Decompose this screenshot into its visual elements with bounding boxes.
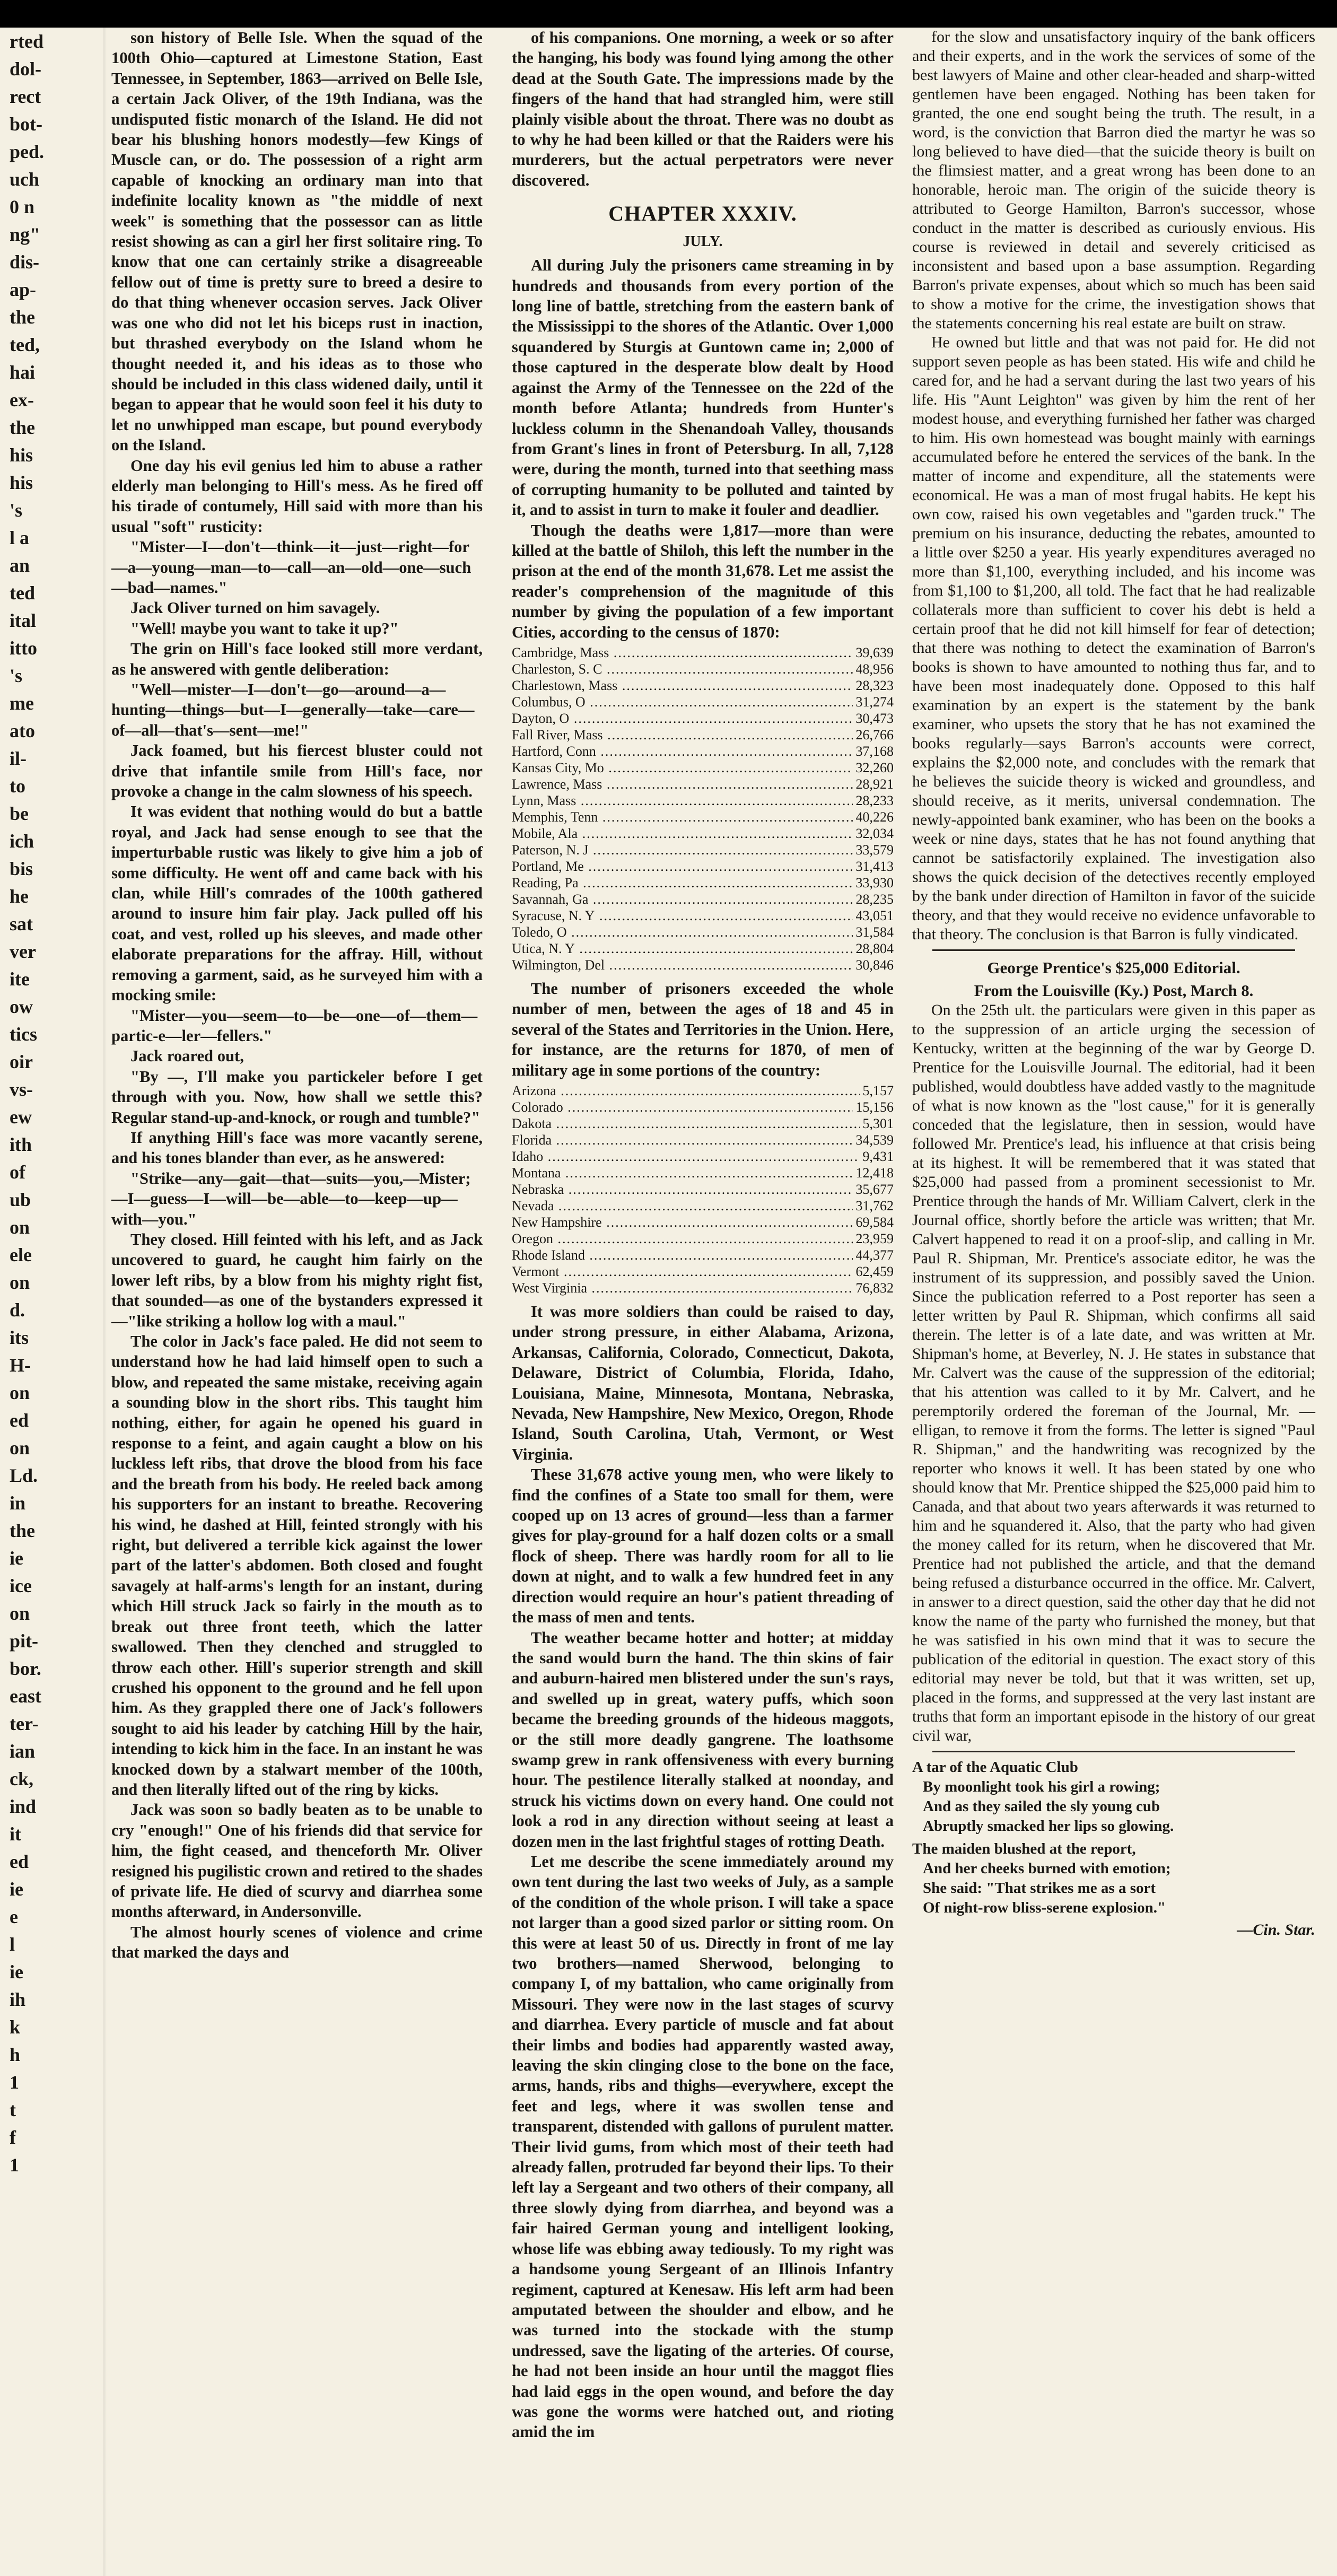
table-row: [512, 776, 894, 792]
row-label: Columbus, O .....: [512, 694, 853, 710]
military-age-table: [512, 1082, 894, 1296]
row-label: Nevada .....: [512, 1198, 853, 1214]
row-label: Hartford, Conn .....: [512, 743, 853, 759]
column-two-bottom-text: [512, 1302, 894, 2442]
text-line: The maiden blushed at the report,: [912, 1840, 1136, 1858]
poem-stanza-one: [912, 1758, 1315, 1836]
paragraph: It was more soldiers than could be raised to day, under strong pressure, in either Alabama, Arizona, Arkansas, California, Colorado, Connecticut, Dakota, Delaware, District of Columbia, Florida, Idaho, Louisiana, Maine, Minnesota, Montana, Nebraska, Nevada, New Hampshire, New Mexico, Oregon, Rhode Island, South Carolina, Utah, Vermont, or West Virginia.: [512, 1303, 894, 1463]
row-label: Memphis, Tenn .....: [512, 809, 853, 825]
table-row: [512, 825, 894, 842]
row-label: Savannah, Ga .....: [512, 891, 853, 907]
table-row: [512, 710, 894, 727]
prentice-article-dateline: From the Louisville (Ky.) Post, March 8.: [974, 982, 1254, 1000]
table-row: [512, 858, 894, 875]
text-line: ato: [10, 720, 35, 741]
row-value: 33,930: [855, 875, 894, 890]
text-line: on: [10, 1603, 30, 1624]
row-value: 31,584: [855, 924, 894, 940]
row-value: 28,804: [855, 940, 894, 956]
text-line: on: [10, 1382, 30, 1403]
row-value: 23,959: [855, 1231, 894, 1246]
row-label: Paterson, N. J .....: [512, 842, 853, 858]
chapter-intro-text: [512, 255, 894, 642]
text-line: on: [10, 1272, 30, 1293]
row-value: 43,051: [855, 907, 894, 923]
column-two: [512, 28, 894, 2442]
table-row: [512, 1247, 894, 1263]
text-line: it: [10, 1823, 21, 1845]
row-value: 69,584: [855, 1215, 894, 1230]
chapter-subtitle: JULY.: [683, 233, 723, 250]
text-line: t: [10, 2099, 16, 2120]
row-value: 30,846: [855, 957, 894, 973]
row-label: Dakota .....: [512, 1115, 860, 1132]
text-line: k: [10, 2016, 21, 2038]
paragraph: "Well! maybe you want to take it up?": [130, 619, 399, 638]
row-value: 5,301: [862, 1116, 894, 1131]
row-value: 62,459: [855, 1264, 894, 1279]
text-line: e: [10, 1906, 18, 1927]
paragraph: of his companions. One morning, a week or so after the hanging, his body was found lying among the other dead at the South Gate. The impressions made by the fingers of the hand that had strangled him, were still plainly visible about the throat. There was no doubt as to why he had been killed or that the Raiders were his murderers, but the actual perpetrators were never discovered.: [512, 29, 894, 189]
text-line: ted,: [10, 334, 40, 355]
table-row: [512, 644, 894, 661]
row-label: Portland, Me .....: [512, 858, 853, 875]
text-line: ver: [10, 941, 36, 962]
text-line: an: [10, 555, 30, 576]
text-line: ng": [10, 224, 41, 245]
text-line: be: [10, 803, 29, 824]
text-line: And her cheeks burned with emotion;: [923, 1860, 1171, 1878]
text-line: l a: [10, 527, 30, 548]
text-line: of: [10, 1162, 25, 1183]
text-line: H-: [10, 1355, 31, 1376]
paragraph: The almost hourly scenes of violence and crime that marked the days and: [111, 1923, 483, 1962]
census-table: [512, 644, 894, 973]
row-label: Arizona .....: [512, 1082, 860, 1099]
table-row: [512, 1280, 894, 1296]
text-line: h: [10, 2044, 21, 2065]
text-line: ih: [10, 1989, 26, 2010]
paragraph: "Mister—I—don't—think—it—just—right—for—a—young—man—to—call—an—old—one—such—bad—names.": [111, 538, 471, 597]
paragraph: son history of Belle Isle. When the squad of the 100th Ohio—captured at Limestone Station, East Tennessee, in September, 1863—arrived on Belle Isle, a certain Jack Oliver, of the 19th Indiana, was the undisputed fistic monarch of the Island. He did not bear his blushing honors modestly—few Kings of Muscle can, or do. The possession of a right arm capable of knocking an ordinary man into that indefinite locality known as "the middle of next week" is something that the possessor can as little resist showing as can a girl her first solitaire ring. To know that one can certainly strike a disagreeable fellow out of time is pretty sure to breed a desire to do that thing whenever occasion serves. Jack Oliver was one who did not let his biceps rust in inaction, but thrashed everybody on the Island whom he thought needed it, and his ideas as to those who should be included in this class widened daily, until it began to appear that he would soon feel it his duty to let no unwhipped man escape, but pound everybody on the Island.: [111, 29, 483, 455]
text-line: to: [10, 775, 25, 797]
table-row: [512, 1165, 894, 1181]
table-row: [512, 1115, 894, 1132]
row-label: Colorado .....: [512, 1099, 853, 1115]
text-line: the: [10, 307, 35, 328]
row-value: 12,418: [855, 1165, 894, 1181]
text-line: his: [10, 472, 33, 493]
paragraph: for the slow and unsatisfactory inquiry of the bank officers and their experts, and in the work the services of some of the best lawyers of Maine and other clear-headed and sharp-witted gentlemen have been engaged. Nothing has been taken for granted, the one end sought being the truth. The result, in a word, is the conviction that Barron died the martyr he was so long believed to have died—that the suicide theory is built on the flimsiest matter, and a great wrong has been done to an honorable, heroic man. The origin of the suicide theory is attributed to George Hamilton, Barron's successor, whose conduct in the matter is described as curiously envious. His course is reviewed in detail and severely criticised as inconsistent and based upon a base assumption. Regarding Barron's private expenses, about which so much has been said to show a motive for the crime, the investigation shows that the statements concerning his real estate are built on straw.: [912, 28, 1315, 332]
paragraph: "Strike—any—gait—that—suits—you,—Mister;—I—guess—I—will—be—able—to—keep—up—with—you.": [111, 1169, 471, 1228]
text-line: ow: [10, 996, 33, 1017]
text-line: Of night-row bliss-serene explosion.": [923, 1899, 1166, 1917]
paragraph: Jack foamed, but his fiercest bluster could not drive that infantile smile from Hill's face, nor provoke a change in the calm slowness of his speech.: [111, 741, 483, 801]
text-line: his: [10, 444, 33, 466]
paragraph: The color in Jack's face paled. He did not seem to understand how he had laid himself open to such a blow, and repeated the same mistake, receiving again a sounding blow in the short ribs. This taught him nothing, either, for again he opened his guard in response to a feint, and again caught a blow on his luckless left ribs, that drove the blood from his face and the breath from his body. He reeled back among his supporters for an instant to breathe. Recovering his wind, he dashed at Hill, feinted strongly with his right, but delivered a terrible kick against the lower part of the latter's abdomen. Both closed and fought savagely at half-arms's length for an instant, during which Hill struck Jack so fairly in the mouth as to break out three front teeth, which the latter swallowed. Then they clenched and struggled to throw each other. Hill's superior strength and skill crushed his opponent to the ground and he fell upon him. As they grappled there one of Jack's followers sought to aid his leader by catching Hill by the hair, intending to kick him in the face. In an instant he was knocked down by a stalwart member of the 100th, and then literally lifted out of the ring by kicks.: [111, 1332, 483, 1798]
table-row: [512, 1214, 894, 1230]
row-label: Toledo, O .....: [512, 924, 853, 940]
text-line: ith: [10, 1134, 32, 1155]
text-line: 0 n: [10, 196, 35, 217]
row-label: Oregon .....: [512, 1230, 853, 1247]
row-value: 40,226: [855, 809, 894, 825]
text-line: dis-: [10, 251, 40, 273]
text-line: on: [10, 1437, 30, 1459]
text-line: vs-: [10, 1079, 33, 1100]
text-line: ed: [10, 1410, 29, 1431]
newspaper-page: [0, 28, 1337, 2576]
text-line: dol-: [10, 58, 42, 80]
row-label: Wilmington, Del .....: [512, 957, 853, 973]
text-line: ex-: [10, 389, 34, 411]
military-age-intro: The number of prisoners exceeded the whole number of men, between the ages of 18 and 45 in several of the States and Territories in the Union. Here, for instance, are the returns for 1870, of men of military age in some portions of the country:: [512, 979, 894, 1079]
text-line: he: [10, 886, 29, 907]
text-line: il-: [10, 748, 27, 769]
text-line: rted: [10, 31, 43, 52]
row-value: 15,156: [855, 1099, 894, 1115]
text-line: ele: [10, 1244, 32, 1265]
table-row: [512, 677, 894, 694]
row-label: Lynn, Mass .....: [512, 792, 853, 809]
row-value: 37,168: [855, 743, 894, 759]
column-two-top-text: [512, 28, 894, 190]
row-label: Mobile, Ala .....: [512, 825, 853, 842]
table-row: [512, 792, 894, 809]
prentice-article-text: [912, 1001, 1315, 1745]
article-divider: [932, 949, 1295, 951]
table-row: [512, 1148, 894, 1165]
row-value: 48,956: [855, 661, 894, 677]
column-one: [111, 28, 483, 1963]
row-label: Charleston, S. C .....: [512, 661, 853, 677]
row-value: 39,639: [855, 644, 894, 660]
text-line: ed: [10, 1851, 29, 1872]
row-value: 44,377: [855, 1247, 894, 1263]
row-label: Charlestown, Mass .....: [512, 677, 853, 694]
paragraph: Though the deaths were 1,817—more than were killed at the battle of Shiloh, this left the number in the prison at the end of the month 31,678. Let me assist the reader's comprehension of the magnitude of this number by giving the population of a few important Cities, according to the census of 1870:: [512, 521, 894, 641]
text-line: Abruptly smacked her lips so glowing.: [923, 1818, 1174, 1835]
text-line: me: [10, 693, 34, 714]
paragraph: Jack roared out,: [130, 1047, 244, 1066]
text-line: She said: "That strikes me as a sort: [923, 1880, 1156, 1897]
paragraph: Jack was soon so badly beaten as to be unable to cry "enough!" One of his friends did that service for him, the fight ceased, and thenceforth Mr. Oliver resigned his pugilistic crown and retired to the shades of private life. He died of scurvy and diarrhea some months afterward, in Andersonville.: [111, 1801, 483, 1921]
text-line: in: [10, 1492, 26, 1514]
table-row: [512, 1132, 894, 1148]
row-value: 34,539: [855, 1132, 894, 1148]
table-row: [512, 727, 894, 743]
row-value: 76,832: [855, 1280, 894, 1296]
table-row: [512, 891, 894, 907]
text-line: f: [10, 2127, 16, 2148]
paragraph: Let me describe the scene immediately around my own tent during the last two weeks of July, as a sample of the condition of the whole prison. I will take a space not larger than a good sized parlor or sitting room. On this were at least 50 of us. Directly in front of me lay two brothers—named Sherwood, belonging to company I, of my battalion, who came originally from Missouri. They were now in the last stages of scurvy and diarrhea. Every particle of muscle and fat about their limbs and bodies had apparently wasted away, leaving the skin clinging close to the bone on the face, arms, hands, ribs and thighs—everywhere, except the feet and legs, where it was swollen tense and transparent, distended with gallons of purulent matter. Their livid gums, from which most of their teeth had already fallen, protruded far beyond their lips. To their left lay a Sergeant and two others of their company, all three slowly dying from diarrhea, and beyond was a fair haired German young and intelligent looking, whose life was ebbing away tediously. To my right was a handsome young Sergeant of an Illinois Infantry regiment, captured at Kenesaw. His left arm had been amputated between the shoulder and elbow, and he was turned into the stockade with the stump undressed, save the ligating of the arteries. Of course, he had not been inside an hour until the maggot flies had laid eggs in the open wound, and before the day was gone the worms were hatched out, and rioting amid the im: [512, 1852, 894, 2441]
row-value: 9,431: [862, 1149, 894, 1164]
text-line: ie: [10, 1548, 23, 1569]
text-line: And as they sailed the sly young cub: [923, 1798, 1160, 1815]
row-label: Utica, N. Y .....: [512, 940, 853, 957]
text-line: east: [10, 1686, 41, 1707]
paragraph: All during July the prisoners came streaming in by hundreds and thousands from every portion of the long line of battle, stretching from the eastern bank of the Mississippi to the shores of the Atlantic. Over 1,000 squandered by Sturgis at Guntown came in; 2,000 of those captured in the desperate blow dealt by Hood against the Army of the Tennessee on the 22d of the month before Atlanta; hundreds from Hunter's luckless column in the Shenandoah Valley, thousands from Grant's lines in front of Petersburg. In all, 7,128 were, during the month, turned into that seething mass of corrupting humanity to be polluted and tainted by it, and to assist in turn to make it fouler and deadlier.: [512, 256, 894, 519]
text-line: rect: [10, 86, 41, 107]
text-line: bot-: [10, 113, 42, 135]
text-line: the: [10, 1520, 35, 1541]
row-value: 32,260: [855, 759, 894, 775]
row-label: Idaho .....: [512, 1148, 860, 1165]
text-line: d.: [10, 1299, 25, 1321]
row-label: Rhode Island .....: [512, 1247, 853, 1263]
paragraph: On the 25th ult. the particulars were given in this paper as to the suppression of an article urging the secession of Kentucky, written at the beginning of the war by George D. Prentice for the Louisville Journal. The editorial, had it been published, would doubtless have added vastly to the magnitude of what is now known as the "lost cause," for it is generally conceded that the legislature, then in session, would have followed Mr. Prentice's lead, his influence at that crisis being at its highest. It will be remembered that it was stated that $25,000 had passed from a prominent secessionist to Mr. Prentice through the hands of Mr. William Calvert, clerk in the Journal office, shortly before the article was written; that Mr. Calvert happened to read it on a proof-slip, and calling in Mr. Paul R. Shipman, Mr. Prentice's associate editor, he was the instrument of its suppression, and possibly saved the Union. Since the publication referred to a Post reporter has seen a letter written by Paul R. Shipman, which confirms all said therein. The letter is of a late date, and was written at Mr. Shipman's home, at Beverley, N. J. He states in substance that Mr. Calvert was the cause of the suppression of the editorial; that his attention was called to it by Mr. Calvert, and he peremptorily ordered the foreman of the Journal, Mr. —elligan, to remove it from the forms. The letter is signed "Paul R. Shipman," and the handwriting was recognized by the reporter who knows it well. It has been stated by one who should know that Mr. Prentice shipped the $25,000 paid him to Canada, and that about two years afterwards it was returned to him and he squandered it. Also, that the party who had given the money called for its return, when he discovered that Mr. Prentice had not published the article, and that the demand being refused a disturbance occurred in the office. Mr. Calvert, in answer to a direct question, said the other day that he did not know the name of the party who furnished the money, but that he was satisfied in his own mind that it was to secure the publication of the editorial in question. The exact story of this editorial may never be told, but that it was written, set up, placed in the forms, and suppressed at the very last instant are truths that form an important episode in the history of our great civil war,: [912, 1001, 1315, 1745]
table-row: [512, 1230, 894, 1247]
text-line: ital: [10, 610, 36, 631]
text-line: itto: [10, 638, 37, 659]
text-line: Ld.: [10, 1465, 38, 1486]
text-line: ie: [10, 1961, 23, 1983]
text-line: 's: [10, 500, 23, 521]
text-line: 1: [10, 2154, 19, 2176]
prentice-article-title: George Prentice's $25,000 Editorial.: [987, 958, 1240, 977]
text-line: ck,: [10, 1768, 33, 1789]
text-line: ap-: [10, 279, 37, 300]
text-line: uch: [10, 169, 40, 190]
table-row: [512, 661, 894, 677]
paragraph: It was evident that nothing would do but a battle royal, and Jack had sense enough to see that the imperturbable rustic was likely to give him a job of some difficulty. He went off and came back with his clan, while Hill's comrades of the 100th gathered around to insure him fair play. Jack pulled off his coat, and vest, rolled up his sleeves, and made other elaborate preparations for the affray. Hill, without removing a garment, said, as he surveyed him with a mocking smile:: [111, 802, 483, 1005]
left-column-fragment: [10, 28, 100, 2179]
paragraph: The grin on Hill's face looked still more verdant, as he answered with gentle deliberation:: [111, 640, 483, 678]
row-value: 28,233: [855, 792, 894, 808]
row-label: Lawrence, Mass .....: [512, 776, 853, 792]
paragraph: They closed. Hill feinted with his left, and as Jack uncovered to guard, he caught him fairly on the lower left ribs, by a blow from his mighty right fist, that sounded—as one of the bystanders expressed it—"like striking a hollow log with a maul.": [111, 1230, 483, 1330]
text-line: A tar of the Aquatic Club: [912, 1759, 1078, 1776]
table-row: [512, 957, 894, 973]
table-row: [512, 924, 894, 940]
row-label: Reading, Pa .....: [512, 875, 853, 891]
row-value: 31,762: [855, 1198, 894, 1213]
text-line: ped.: [10, 141, 45, 162]
row-value: 28,323: [855, 677, 894, 693]
table-row: [512, 842, 894, 858]
row-label: Montana .....: [512, 1165, 853, 1181]
paragraph: If anything Hill's face was more vacantly serene, and his tones blander than ever, as he answered:: [111, 1128, 483, 1167]
row-value: 32,034: [855, 825, 894, 841]
text-line: ich: [10, 831, 34, 852]
row-label: Kansas City, Mo .....: [512, 759, 853, 776]
text-line: ie: [10, 1879, 23, 1900]
table-row: [512, 1082, 894, 1099]
text-line: bis: [10, 858, 33, 879]
paragraph: "Well—mister—I—don't—go—around—a—hunting—things—but—I—generally—take—care—of—all—that's—sent—me!": [111, 680, 475, 739]
text-line: the: [10, 417, 35, 438]
paragraph: "By —, I'll make you partickeler before I get through with you. Now, how shall we settle this? Regular stand-up-and-knock, or rough and tumble?": [111, 1067, 483, 1127]
text-line: ite: [10, 968, 30, 990]
chapter-heading: CHAPTER XXXIV.: [608, 202, 797, 226]
table-row: [512, 907, 894, 924]
text-line: hai: [10, 362, 36, 383]
row-label: New Hampshire .....: [512, 1214, 853, 1230]
paragraph: Jack Oliver turned on him savagely.: [130, 599, 380, 617]
table-row: [512, 743, 894, 759]
table-row: [512, 759, 894, 776]
table-row: [512, 1181, 894, 1198]
fold-shadow: [103, 28, 107, 2576]
table-row: [512, 809, 894, 825]
row-label: West Virginia .....: [512, 1280, 853, 1296]
row-value: 28,921: [855, 776, 894, 792]
text-line: l: [10, 1934, 15, 1955]
row-value: 26,766: [855, 727, 894, 743]
table-row: [512, 694, 894, 710]
text-line: sat: [10, 913, 33, 935]
text-line: ter-: [10, 1713, 39, 1734]
text-line: ub: [10, 1189, 31, 1210]
poem-signature: —Cin. Star.: [1237, 1921, 1315, 1939]
poem-stanza-two: [912, 1839, 1315, 1918]
text-line: on: [10, 1217, 30, 1238]
text-line: ind: [10, 1796, 37, 1817]
row-label: Nebraska .....: [512, 1181, 853, 1198]
text-line: 's: [10, 665, 23, 686]
text-line: ice: [10, 1575, 32, 1596]
table-row: [512, 940, 894, 957]
table-row: [512, 1263, 894, 1280]
row-label: Fall River, Mass .....: [512, 727, 853, 743]
paragraph: One day his evil genius led him to abuse a rather elderly man belonging to Hill's mess. As he fired off his tirade of contumely, Hill said with more than his usual "soft" rusticity:: [111, 456, 483, 536]
row-label: Vermont .....: [512, 1263, 853, 1280]
text-line: 1: [10, 2072, 19, 2093]
row-label: Syracuse, N. Y .....: [512, 907, 853, 924]
barron-article-text: [912, 28, 1315, 944]
text-line: ew: [10, 1106, 32, 1128]
table-row: [512, 1099, 894, 1115]
row-label: Cambridge, Mass .....: [512, 644, 853, 661]
paragraph: The weather became hotter and hotter; at midday the sand would burn the hand. The thin skins of fair and auburn-haired men blistered under the sun's rays, and swelled up in great, watery puffs, which soon became the breeding grounds of the hideous maggots, or the still more deadly gangrene. The loathsome swamp grew in rank offensiveness with every burning hour. The pestilence literally stalked at noonday, and struck his victims down on every hand. One could not look a rod in any direction without seeing at least a dozen men in the last frightful stages of rotting Death.: [512, 1628, 894, 1850]
row-value: 35,677: [855, 1182, 894, 1197]
text-line: ted: [10, 582, 35, 604]
row-value: 30,473: [855, 710, 894, 726]
table-row: [512, 875, 894, 891]
row-value: 5,157: [862, 1083, 894, 1098]
text-line: ian: [10, 1741, 36, 1762]
text-line: its: [10, 1327, 29, 1348]
poem-divider: [932, 1751, 1295, 1752]
paragraph: He owned but little and that was not paid for. He did not support seven people as has been stated. His wife and child he cared for, and he had a servant during the last two years of his life. His "Aunt Leighton" was given by him the rent of her modest house, and everything furnished her father was charged to him. His own homestead was bought mainly with earnings accumulated before he entered the services of the bank. In the matter of income and expenditure, all the statements were economical. He was a man of most frugal habits. He kept his own cow, raised his own vegetables and "garden truck." The premium on his insurance, deducting the rebates, amounted to a little over $250 a year. His yearly expenditures averaged no more than $1,100, everything included, and his income was from $1,100 to $1,200, all told. The fact that he had realizable collaterals more than sufficient to cover his debt is held a certain proof that he did not kill himself for fear of detection; that there was nothing to detect the examination of Barron's books is shown to have amounted to nothing thus far, and to have been most inadequately done. Opposed to this half examination by an expert is the statement by the bank examiner, who upsets the story that he has not examined the books regularly—says Barron's accounts were correct, explains the $2,000 note, and concludes with the remark that he believes the suicide theory is wicked and groundless, and should receive, as it merits, universal condemnation. The newly-appointed bank examiner, who has been on the books a week or nine days, states that he has not found anything that cannot be satisfactorily explained. The investigation also shows the quick decision of the detectives recently employed by the bank under direction of Hamilton in favor of the suicide theory, and that they would receive no evidence unfavorable to that theory. The conclusion is that Barron is fully vindicated.: [912, 334, 1315, 943]
row-value: 31,413: [855, 858, 894, 874]
text-line: bor.: [10, 1658, 41, 1679]
row-value: 28,235: [855, 891, 894, 907]
text-line: tics: [10, 1024, 37, 1045]
row-value: 33,579: [855, 842, 894, 858]
column-three: [912, 28, 1315, 1939]
text-line: oir: [10, 1051, 33, 1072]
text-line: pit-: [10, 1630, 38, 1652]
text-line: By moonlight took his girl a rowing;: [923, 1778, 1160, 1796]
row-value: 31,274: [855, 694, 894, 710]
paragraph: "Mister—you—seem—to—be—one—of—them—partic-e—ler—fellers.": [111, 1006, 478, 1045]
row-label: Florida .....: [512, 1132, 853, 1148]
table-row: [512, 1198, 894, 1214]
paragraph: These 31,678 active young men, who were likely to find the confines of a State too small for them, were cooped up on 13 acres of ground—less than a farmer gives for play-ground for a half dozen colts or a small flock of sheep. There was hardly room for all to lie down at night, and to walk a few hundred feet in any direction would require an hour's patient threading of the mass of men and tents.: [512, 1465, 894, 1627]
row-label: Dayton, O .....: [512, 710, 853, 727]
